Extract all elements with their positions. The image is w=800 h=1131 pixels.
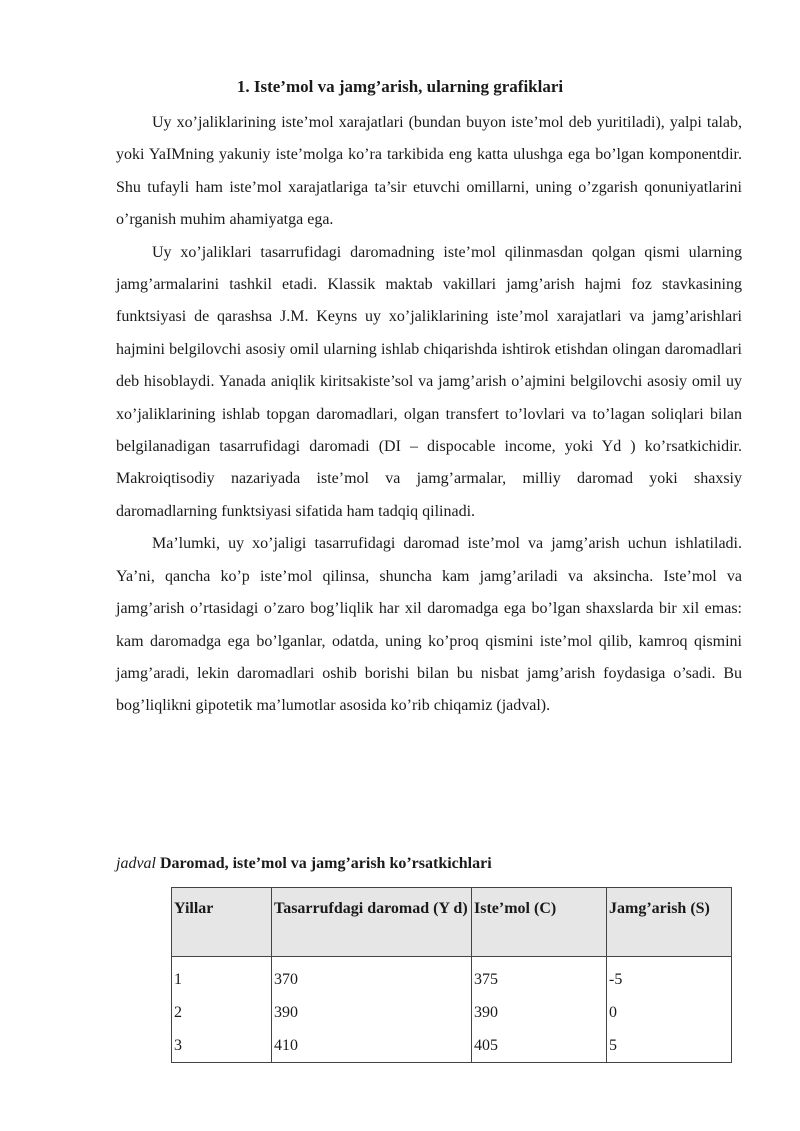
paragraph-3: Ma’lumki, uy xo’jaligi tasarrufidagi daromad iste’mol va jamg’arish uchun ishlatiladi. Ya’ni, qancha ko’p iste’mol qilinsa, shuncha kam jamg’ariladi va aksincha. Iste’mol va jamg’arish o’rtasidagi o’zaro bog’liqlik har xil daromadga ega bo’lgan shaxslarda bir xil emas: kam daromadga ega bo’lganlar, odatda, uning ko’proq qismini iste’mol qilib, kamroq qismini jamg’aradi, lekin daromadlari oshib borishi bilan bu nisbat jamg’arish foydasiga o’sadi. Bu bog’liqlikni gipotetik ma’lumotlar asosida ko’rib chiqamiz (jadval). xyxy=(116,535,742,715)
cell-consumption: 375 xyxy=(472,957,607,997)
cell-savings: -5 xyxy=(607,957,732,997)
cell-consumption: 405 xyxy=(472,1029,607,1063)
header-disposable-income: Tasarrufdagi daromad (Y d) xyxy=(272,888,472,957)
table-caption-lead: jadval xyxy=(116,855,156,872)
cell-income: 390 xyxy=(272,996,472,1029)
section-heading: 1. Iste’mol va jamg’arish, ularning grafiklari xyxy=(236,77,564,96)
table-row xyxy=(172,996,732,1029)
table-row xyxy=(172,1029,732,1063)
cell-savings: 0 xyxy=(607,996,732,1029)
cell-savings: 5 xyxy=(607,1029,732,1063)
data-table xyxy=(171,887,732,1063)
cell-income: 410 xyxy=(272,1029,472,1063)
header-years: Yillar xyxy=(172,888,272,957)
cell-consumption: 390 xyxy=(472,996,607,1029)
cell-year: 1 xyxy=(172,957,272,997)
table-caption xyxy=(116,852,756,876)
body-text xyxy=(116,107,742,723)
cell-year: 3 xyxy=(172,1029,272,1063)
paragraph-1: Uy xo’jaliklarining iste’mol xarajatlari (bundan buyon iste’mol deb yuritiladi), yalpi talab, yoki YaIMning yakuniy iste’molga ko’ra tarkibida eng katta ulushga ega bo’lgan komponentdir. Shu tufayli ham iste’mol xarajatlariga ta’sir etuvchi omillarni, uning o’zgarish qonuniyatlarini o’rganish muhim ahamiyatga ega. xyxy=(116,114,742,229)
table-caption-title: Daromad, iste’mol va jamg’arish ko’rsatkichlari xyxy=(160,855,492,872)
table-header-row xyxy=(172,888,732,957)
cell-year: 2 xyxy=(172,996,272,1029)
header-savings: Jamg’arish (S) xyxy=(607,888,732,957)
table-row xyxy=(172,957,732,997)
cell-income: 370 xyxy=(272,957,472,997)
paragraph-2: Uy xo’jaliklari tasarrufidagi daromadning iste’mol qilinmasdan qolgan qismi ularning jamg’armalarini tashkil etadi. Klassik maktab vakillari jamg’arish hajmi foz stavkasining funktsiyasi de qarashsa J.M. Keyns uy xo’jaliklarining iste’mol xarajatlari va jamg’arishlari hajmini belgilovchi asosiy omil ularning ishlab chiqarishda ishtirok etishdan olingan daromadlari deb hisoblaydi. Yanada aniqlik kiritsakiste’sol va jamg’arish o’ajmini belgilovchi asosiy omil uy xo’jaliklarining ishlab topgan daromadlari, olgan transfert to’lovlari va to’lagan soliqlari bilan belgilanadigan tasarrufidagi daromadi (DI – dispocable income, yoki Yd ) ko’rsatkichidir. Makroiqtisodiy nazariyada iste’mol va jamg’armalar, milliy daromad yoki shaxsiy daromadlarning funktsiyasi sifatida ham tadqiq qilinadi. xyxy=(116,243,742,520)
header-consumption: Iste’mol (C) xyxy=(472,888,607,957)
